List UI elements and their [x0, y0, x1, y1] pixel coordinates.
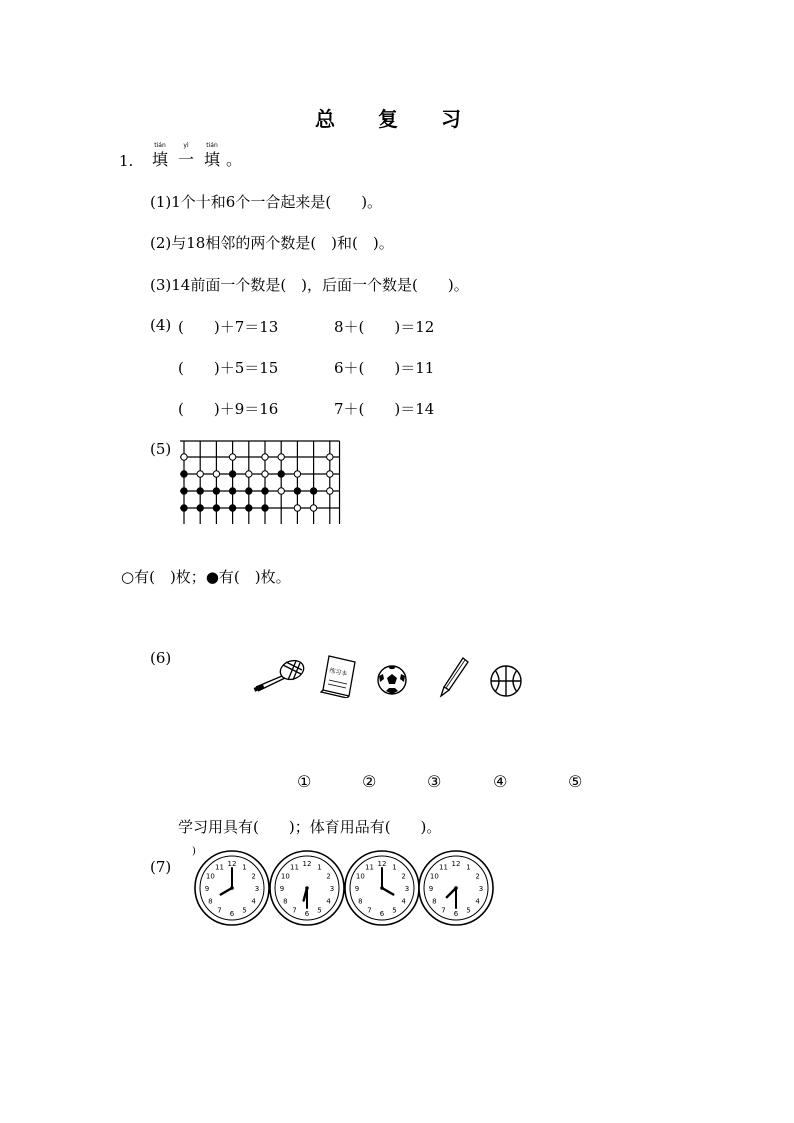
clock-number: 4 — [326, 897, 331, 906]
ruby-end: 。 — [225, 150, 242, 169]
clock-number: 10 — [355, 872, 365, 881]
black-bead — [294, 488, 300, 494]
clock-number: 12 — [302, 860, 312, 868]
clock-number: 8 — [432, 897, 437, 906]
label-2: ② — [362, 772, 377, 791]
clock-number: 1 — [392, 863, 397, 872]
label-4: ④ — [493, 772, 508, 791]
soccer-ball-icon — [376, 664, 408, 696]
clock-number: 12 — [377, 860, 387, 868]
clock-number: 2 — [251, 872, 256, 881]
clock-number: 3 — [329, 885, 335, 893]
clock-number: 5 — [317, 906, 322, 915]
black-bead-icon: ● — [205, 568, 219, 586]
clock-number: 4 — [475, 897, 480, 906]
white-bead — [181, 454, 187, 460]
white-bead — [327, 471, 333, 477]
white-bead — [327, 454, 333, 460]
item-2: (2)与18相邻的两个数是( )和( )。 — [150, 234, 394, 252]
pencil-icon — [437, 656, 471, 698]
clock-1 — [193, 849, 271, 927]
clock-number: 12 — [227, 860, 237, 868]
white-bead — [246, 471, 252, 477]
black-count: 有( )枚。 — [218, 568, 291, 586]
black-bead — [246, 488, 252, 494]
white-bead — [278, 454, 284, 460]
clock-number: 7 — [292, 906, 297, 915]
clock-number: 10 — [280, 872, 290, 881]
clock-number: 8 — [283, 897, 288, 906]
equation-1b: 8＋( )＝12 — [334, 318, 435, 336]
black-bead — [181, 505, 187, 511]
clock-number: 9 — [204, 885, 210, 893]
label-1: ① — [297, 772, 312, 791]
item-5-label: (5) — [150, 440, 172, 458]
black-bead — [262, 488, 268, 494]
clock-number: 12 — [451, 860, 461, 868]
clock-number: 10 — [205, 872, 215, 881]
label-3: ③ — [427, 772, 442, 791]
stray-mark: ) — [192, 846, 196, 857]
black-bead — [213, 505, 219, 511]
clock-number: 5 — [392, 906, 397, 915]
bead-count-line — [121, 566, 291, 587]
item-3: (3)14前面一个数是( )，后面一个数是( )。 — [150, 276, 469, 294]
white-bead — [294, 471, 300, 477]
label-5: ⑤ — [568, 772, 583, 791]
black-bead — [229, 505, 235, 511]
exercise-book-icon — [319, 654, 359, 698]
white-bead — [294, 505, 300, 511]
clock-number: 9 — [279, 885, 285, 893]
white-bead — [327, 488, 333, 494]
clock-number: 5 — [466, 906, 471, 915]
white-bead-icon: ○ — [121, 568, 135, 586]
clock-number: 9 — [354, 885, 360, 893]
clock-3 — [343, 849, 421, 927]
item-6-question: 学习用具有( )；体育用品有( )。 — [178, 818, 442, 836]
ruby-char-3: tián 填 — [203, 142, 220, 169]
clock-number: 8 — [208, 897, 213, 906]
page-title: 总 复 习 — [315, 107, 479, 131]
white-bead — [197, 471, 203, 477]
clock-number: 6 — [379, 910, 385, 918]
equation-3b: 7＋( )＝14 — [334, 400, 435, 418]
clock-4 — [417, 849, 495, 927]
equation-2a: ( )＋5＝15 — [178, 359, 279, 377]
clock-number: 6 — [304, 910, 310, 918]
black-bead — [197, 505, 203, 511]
item-6-label: (6) — [150, 649, 172, 667]
white-bead — [262, 471, 268, 477]
clock-2 — [268, 849, 346, 927]
clock-number: 3 — [254, 885, 260, 893]
clock-number: 4 — [251, 897, 256, 906]
black-bead — [310, 488, 316, 494]
black-bead — [246, 505, 252, 511]
clock-number: 7 — [367, 906, 372, 915]
white-bead — [262, 454, 268, 460]
black-bead — [229, 488, 235, 494]
ruby-char-2: yì 一 — [177, 142, 194, 169]
white-bead — [278, 488, 284, 494]
clock-number: 1 — [466, 863, 471, 872]
ruby-char-1: tián 填 — [151, 142, 168, 169]
question-number: 1. — [119, 152, 134, 170]
equation-1a: ( )＋7＝13 — [178, 318, 279, 336]
clock-number: 10 — [429, 872, 439, 881]
clock-number: 5 — [242, 906, 247, 915]
white-bead — [229, 454, 235, 460]
item-4-label: (4) — [150, 316, 172, 334]
clock-number: 7 — [217, 906, 222, 915]
equation-2b: 6＋( )＝11 — [334, 359, 435, 377]
book-label: 练习本 — [328, 667, 348, 678]
black-bead — [229, 471, 235, 477]
black-bead — [262, 505, 268, 511]
item-1: (1)1个十和6个一合起来是( )。 — [150, 193, 383, 211]
equation-3a: ( )＋9＝16 — [178, 400, 279, 418]
abacus-grid — [176, 436, 348, 528]
clock-number: 2 — [401, 872, 406, 881]
basketball-icon — [489, 664, 523, 698]
clock-number: 11 — [365, 863, 374, 872]
white-bead — [310, 505, 316, 511]
clock-number: 1 — [242, 863, 247, 872]
clock-number: 11 — [215, 863, 224, 872]
clock-number: 11 — [439, 863, 448, 872]
clock-number: 9 — [428, 885, 434, 893]
clock-number: 6 — [453, 910, 459, 918]
black-bead — [197, 488, 203, 494]
black-bead — [181, 488, 187, 494]
clock-number: 1 — [317, 863, 322, 872]
clock-number: 7 — [441, 906, 446, 915]
black-bead — [181, 471, 187, 477]
clock-number: 3 — [478, 885, 484, 893]
racket-icon — [252, 656, 308, 696]
clock-number: 3 — [404, 885, 410, 893]
clock-number: 11 — [290, 863, 299, 872]
clock-number: 2 — [475, 872, 480, 881]
clock-number: 4 — [401, 897, 406, 906]
black-bead — [213, 488, 219, 494]
black-bead — [278, 471, 284, 477]
white-count: 有( )枚； — [134, 568, 206, 586]
white-bead — [213, 471, 219, 477]
item-7-label: (7) — [150, 858, 172, 876]
clock-number: 8 — [358, 897, 363, 906]
clock-number: 2 — [326, 872, 331, 881]
clock-number: 6 — [229, 910, 235, 918]
